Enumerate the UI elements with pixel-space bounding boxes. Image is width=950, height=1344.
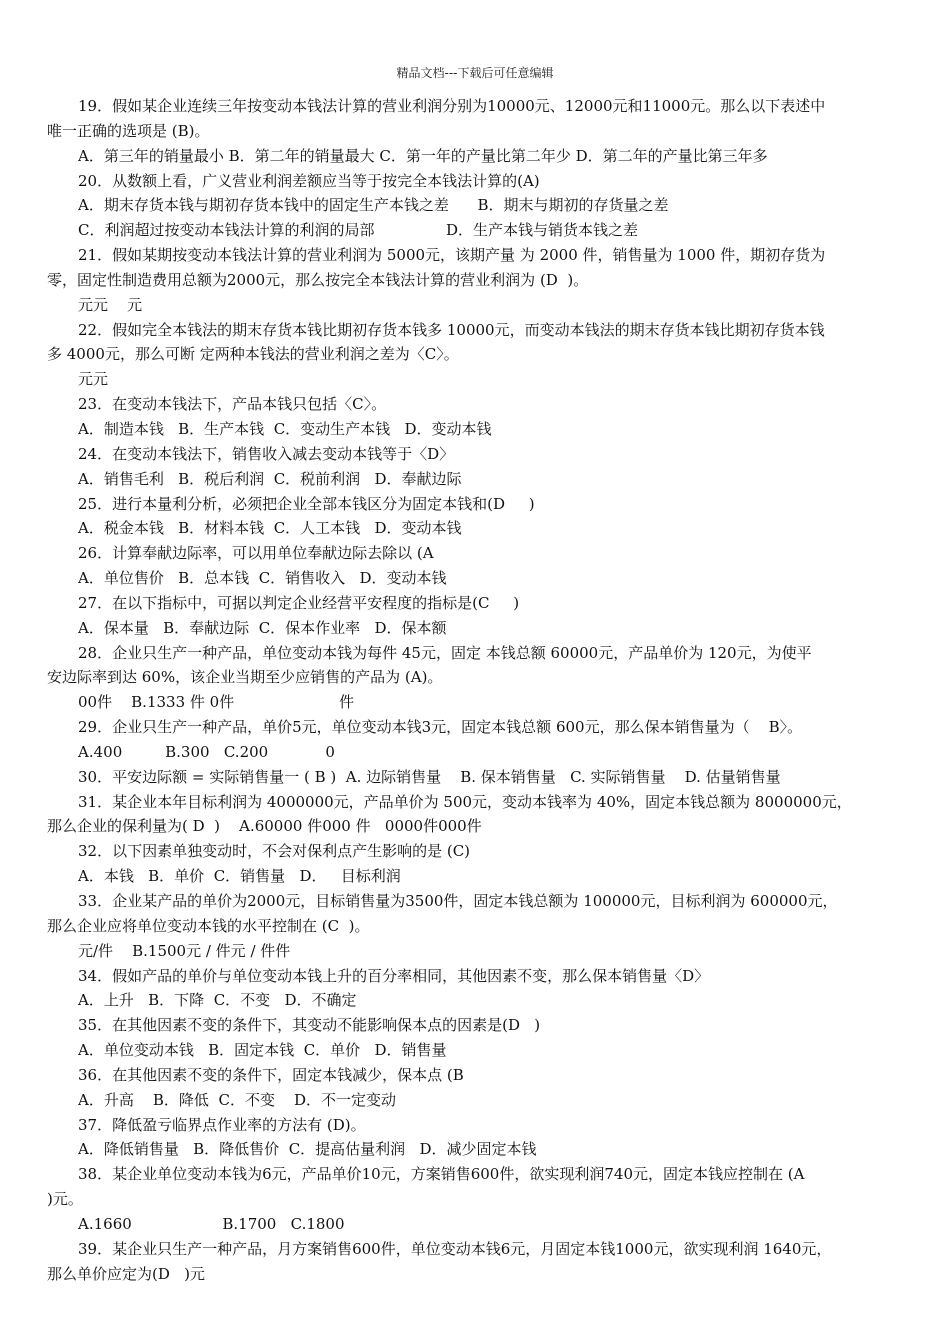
options-line: A．单位变动本钱 B．固定本钱 C．单价 D．销售量 bbox=[78, 1041, 447, 1060]
question-line: 30．平安边际额 = 实际销售量一 ( B ) A. 边际销售量 B. 保本销售量 C. 实际销售量 D. 估量销售量 bbox=[78, 767, 781, 786]
options-line: A．升高 B．降低 C．不变 D．不一定变动 bbox=[78, 1090, 397, 1109]
options-line: A．本钱 B．单价 C．销售量 D． 目标利润 bbox=[78, 867, 401, 886]
options-line: A．销售毛利 B．税后利润 C．税前利润 D．奉献边际 bbox=[78, 469, 462, 488]
options-line: A.400 B.300 C.200 0 bbox=[78, 742, 335, 761]
question-line: 25．进行本量利分析，必须把企业全部本钱区分为固定本钱和(D ) bbox=[78, 494, 535, 513]
options-line: A．第三年的销量最小 B．第二年的销量最大 C．第一年的产量比第二年少 D．第二年的产量比第三年多 bbox=[78, 146, 768, 165]
options-line: C．利润超过按变动本钱法计算的利润的局部 D．生产本钱与销货本钱之差 bbox=[78, 221, 639, 240]
question-line: 39．某企业只生产一种产品，月方案销售600件，单位变动本钱6元，月固定本钱1000元，欲实现利润 1640元， bbox=[78, 1239, 832, 1258]
continuation-line: 零，固定性制造费用总额为2000元，那么按完全本钱法计算的营业利润为 (D )。 bbox=[47, 270, 589, 289]
page-header: 精品文档---下载后可任意编辑 bbox=[396, 66, 554, 80]
question-line: 32．以下因素单独变动时，不会对保利点产生影响的是 (C) bbox=[78, 842, 471, 861]
question-line: 22．假如完全本钱法的期末存货本钱比期初存货本钱多 10000元，而变动本钱法的期末存货本钱比期初存货本钱 bbox=[78, 320, 825, 339]
options-line: A.1660 B.1700 C.1800 bbox=[78, 1214, 345, 1233]
question-line: 31．某企业本年目标利润为 4000000元，产品单价为 500元，变动本钱率为 40%，固定本钱总额为 8000000元， bbox=[78, 792, 852, 811]
options-line: A．制造本钱 B．生产本钱 C．变动生产本钱 D．变动本钱 bbox=[78, 419, 492, 438]
options-line: A．期末存货本钱与期初存货本钱中的固定生产本钱之差 B．期末与期初的存货量之差 bbox=[78, 196, 669, 215]
question-line: 37．降低盈亏临界点作业率的方法有 (D)。 bbox=[78, 1115, 366, 1134]
continuation-line: 那么企业应将单位变动本钱的水平控制在 (C )。 bbox=[47, 916, 370, 935]
options-line: A．上升 B．下降 C．不变 D．不确定 bbox=[78, 991, 357, 1010]
continuation-line: 那么企业的保利量为( D ) A.60000 件000 件 0000件000件 bbox=[47, 817, 482, 836]
question-line: 27．在以下指标中，可据以判定企业经营平安程度的指标是(C ) bbox=[78, 593, 520, 612]
question-line: 23．在变动本钱法下，产品本钱只包括〈C〉。 bbox=[78, 395, 387, 414]
question-line: 35．在其他因素不变的条件下，其变动不能影响保本点的因素是(D ) bbox=[78, 1016, 541, 1035]
question-line: 24．在变动本钱法下，销售收入减去变动本钱等于〈D〉 bbox=[78, 444, 455, 463]
options-line: 元元 元 bbox=[78, 295, 143, 314]
question-line: 36．在其他因素不变的条件下，固定本钱减少，保本点 (B bbox=[78, 1065, 464, 1084]
question-line: 33．企业某产品的单价为2000元，目标销售量为3500件，固定本钱总额为 100000元，目标利润为 600000元， bbox=[78, 892, 838, 910]
options-line: 元/件 B.1500元 / 件元 / 件件 bbox=[78, 941, 291, 960]
document-body bbox=[47, 94, 908, 1287]
question-line: 38．某企业单位变动本钱为6元，产品单价10元，方案销售600件，欲实现利润740元，固定本钱应控制在 (A bbox=[78, 1165, 805, 1184]
question-line: 29．企业只生产一种产品，单价5元，单位变动本钱3元，固定本钱总额 600元，那么保本销售量为（ B〉。 bbox=[78, 718, 803, 737]
question-line: 19．假如某企业连续三年按变动本钱法计算的营业利润分别为10000元、12000元和11000元。那么以下表述中 bbox=[78, 97, 826, 115]
continuation-line: )元。 bbox=[47, 1190, 83, 1209]
question-line: 34．假如产品的单价与单位变动本钱上升的百分率相同，其他因素不变，那么保本销售量〈D〉 bbox=[78, 966, 710, 985]
options-line: 00件 B.1333 件 0件 件 bbox=[78, 693, 355, 712]
continuation-line: 安边际率到达 60%，该企业当期至少应销售的产品为 (A)。 bbox=[47, 668, 443, 687]
options-line: A．税金本钱 B．材料本钱 C．人工本钱 D．变动本钱 bbox=[78, 519, 462, 538]
question-line: 28．企业只生产一种产品，单位变动本钱为每件 45元，固定 本钱总额 60000元，产品单价为 120元，为使平 bbox=[78, 643, 812, 662]
question-line: 21．假如某期按变动本钱法计算的营业利润为 5000元，该期产量 为 2000 件，销售量为 1000 件，期初存货为 bbox=[78, 246, 826, 265]
question-line: 20．从数额上看，广义营业利润差额应当等于按完全本钱法计算的(A) bbox=[78, 171, 540, 190]
options-line: A．保本量 B．奉献边际 C．保本作业率 D．保本额 bbox=[78, 618, 447, 637]
continuation-line: 多 4000元，那么可断 定两种本钱法的营业利润之差为〈C〉。 bbox=[47, 345, 459, 364]
options-line: 元元 bbox=[78, 370, 109, 389]
options-line: A．降低销售量 B．降低售价 C．提高估量利润 D．减少固定本钱 bbox=[78, 1140, 537, 1159]
continuation-line: 那么单价应定为(D )元 bbox=[47, 1264, 206, 1283]
options-line: A．单位售价 B．总本钱 C．销售收入 D．变动本钱 bbox=[78, 569, 447, 588]
question-line: 26．计算奉献边际率，可以用单位奉献边际去除以 (A bbox=[78, 544, 434, 563]
continuation-line: 唯一正确的选项是 (B)。 bbox=[47, 121, 210, 140]
